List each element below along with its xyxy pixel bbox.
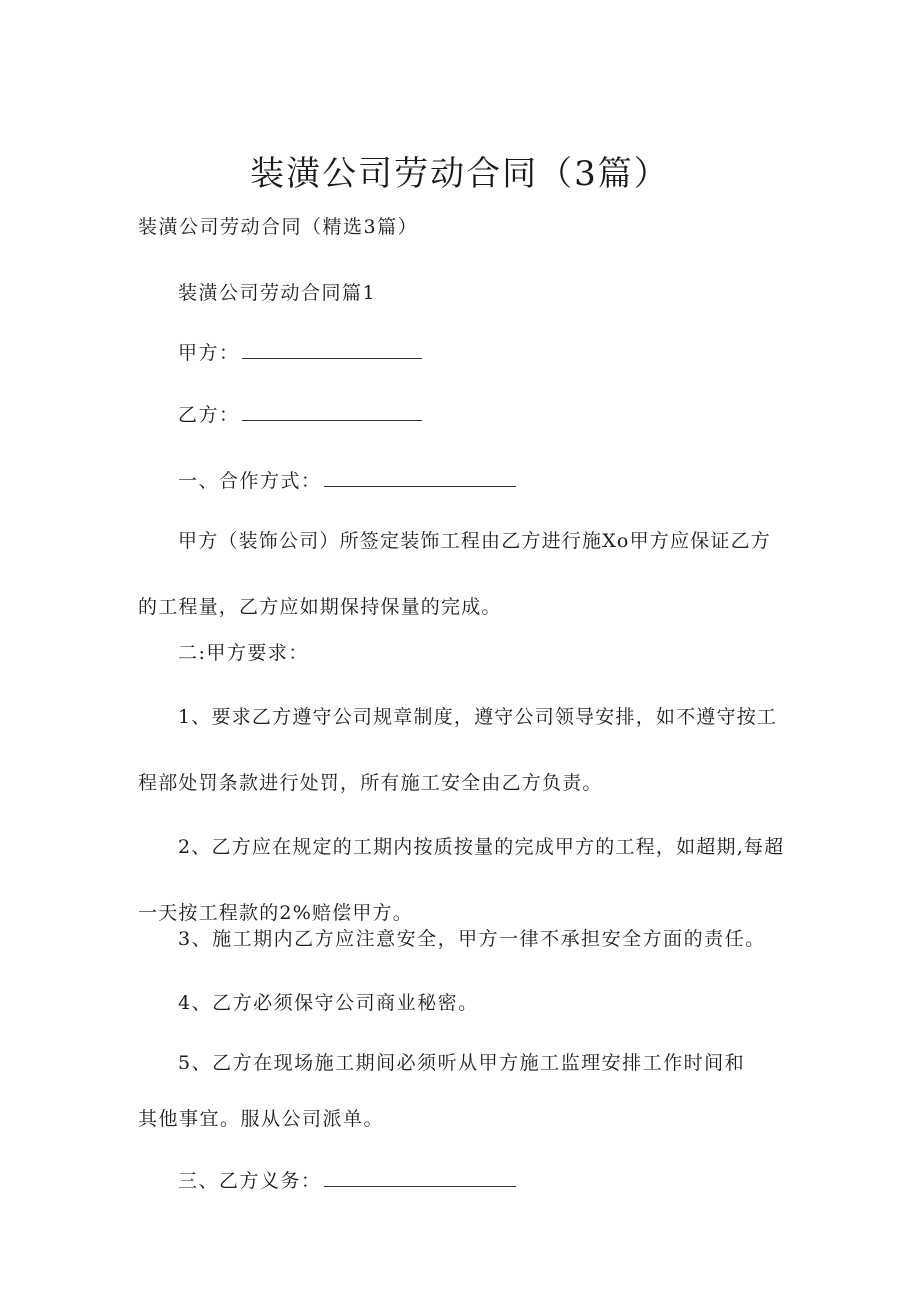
party-a-line — [178, 338, 422, 368]
item-three-label: 三、乙方义务： — [178, 1170, 322, 1192]
party-b-label: 乙方： — [178, 404, 240, 426]
item-two-label: 二:甲方要求： — [178, 642, 309, 664]
party-b-line — [178, 400, 422, 430]
section-heading: 装潢公司劳动合同篇1 — [178, 282, 377, 304]
item-one-label: 一、合作方式： — [178, 470, 322, 492]
party-b-blank — [242, 402, 422, 421]
document-title: 装潢公司劳动合同（3篇） — [250, 154, 670, 194]
paragraph-cooperation: 甲方（装饰公司）所签定装饰工程由乙方进行施Xo甲方应保证乙方的工程量，乙方应如期保持保量的完成。 — [138, 530, 771, 618]
party-a-blank — [242, 340, 422, 359]
document-subtitle: 装潢公司劳动合同（精选3篇） — [138, 216, 419, 238]
party-a-label: 甲方： — [178, 342, 240, 364]
requirement-1: 1、要求乙方遵守公司规章制度，遵守公司领导安排，如不遵守按工程部处罚条款进行处罚，所有施工安全由乙方负责。 — [138, 706, 778, 794]
requirement-2: 2、乙方应在规定的工期内按质按量的完成甲方的工程，如超期,每超一天按工程款的2%赔偿甲方。 — [138, 836, 785, 924]
item-one-line — [178, 466, 516, 496]
requirement-3: 3、施工期内乙方应注意安全，甲方一律不承担安全方面的责任。 — [178, 928, 766, 950]
item-three-blank — [324, 1168, 516, 1187]
requirement-4: 4、乙方必须保守公司商业秘密。 — [178, 992, 479, 1014]
item-three-line — [178, 1166, 516, 1196]
requirement-5-line-2: 其他事宜。服从公司派单。 — [138, 1108, 385, 1130]
item-one-blank — [324, 468, 516, 487]
requirement-5-line-1: 5、乙方在现场施工期间必须听从甲方施工监理安排工作时间和 — [178, 1052, 746, 1074]
